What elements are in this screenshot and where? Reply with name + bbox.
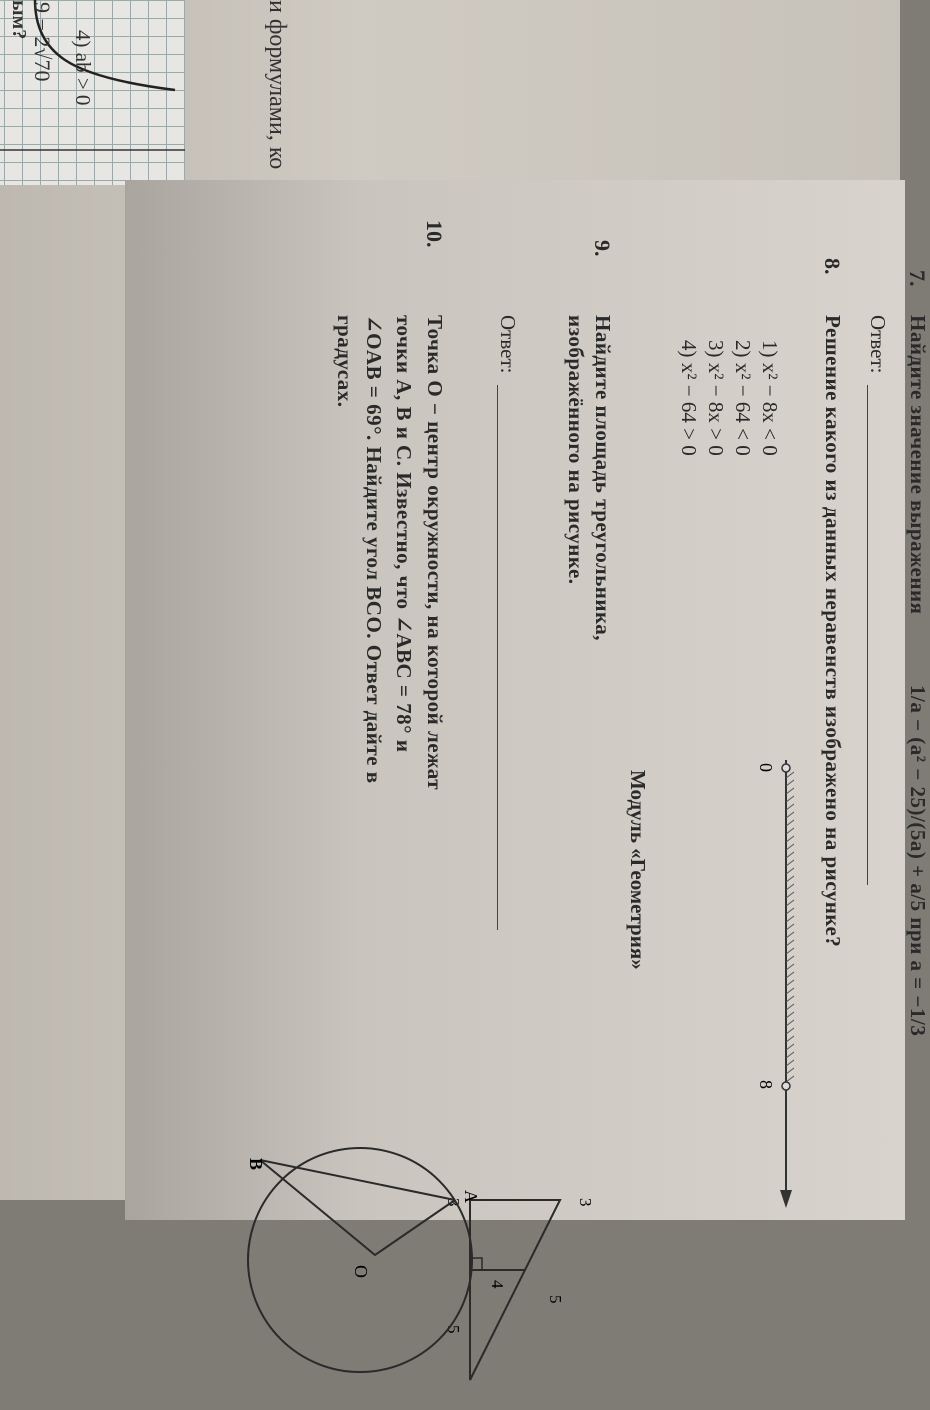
worksheet-content	[125, 180, 930, 1380]
triangle-label-5-bottom: 5	[444, 1325, 463, 1334]
problem-8-option-3: 3) x² − 8x > 0	[704, 340, 728, 456]
point-a-label: A	[461, 1190, 481, 1203]
problem-8-option-1: 1) x² − 8x < 0	[758, 340, 782, 456]
problem-8-number: 8.	[820, 258, 845, 275]
option-fragment: 4) ab > 0	[71, 30, 95, 106]
expression-fragment: 9 − 2√70	[30, 2, 55, 82]
triangle-label-3-right: 3	[444, 1198, 463, 1207]
axis-label-0: 0	[756, 763, 776, 772]
problem-10-number: 10.	[422, 220, 447, 248]
problem-7-answer-line[interactable]	[867, 385, 868, 885]
problem-10-line-3: ∠OAB = 69°. Найдите угол BCO. Ответ дайте в	[362, 315, 386, 784]
problem-9-number: 9.	[590, 240, 615, 257]
question-fragment: ым?	[8, 0, 30, 40]
triangle-label-4: 4	[488, 1280, 507, 1289]
axis-label-8: 8	[756, 1080, 776, 1089]
problem-8-option-4: 4) x² − 64 > 0	[677, 340, 701, 456]
problem-9-line-2: изображённого на рисунке.	[564, 315, 588, 585]
problem-8-option-2: 2) x² − 64 < 0	[731, 340, 755, 456]
problem-8-text: Решение какого из данных неравенств изображено на рисунке?	[821, 315, 845, 948]
problem-9-answer-label: Ответ:	[496, 315, 520, 374]
module-title: Модуль «Геометрия»	[626, 770, 650, 970]
problem-10-line-4: градусах.	[333, 315, 357, 408]
problem-7-text: Найдите значение выражения	[906, 315, 930, 615]
problem-10-line-1: Точка O − центр окружности, на которой лежат	[423, 315, 447, 791]
circle-figure	[240, 1140, 500, 1380]
triangle-label-5-top: 5	[546, 1295, 565, 1304]
point-o-label: O	[351, 1265, 371, 1278]
problem-7-answer-label: Ответ:	[866, 315, 890, 374]
number-line	[748, 760, 808, 1240]
problem-10-line-2: точки A, B и C. Известно, что ∠ABC = 78° и	[392, 315, 416, 753]
worksheet-page	[125, 180, 930, 1334]
problem-9-answer-line[interactable]	[497, 385, 498, 930]
point-b-label: B	[246, 1158, 266, 1171]
formulas-fragment: и формулами, ко	[264, 0, 290, 170]
problem-7-expression: 1/a − (a² − 25)/(5a) + a/5 при a = −1/3	[906, 685, 930, 1037]
triangle-label-3-left: 3	[576, 1198, 595, 1207]
problem-9-line-1: Найдите площадь треугольника,	[591, 315, 615, 642]
problem-7-number: 7.	[905, 270, 930, 287]
